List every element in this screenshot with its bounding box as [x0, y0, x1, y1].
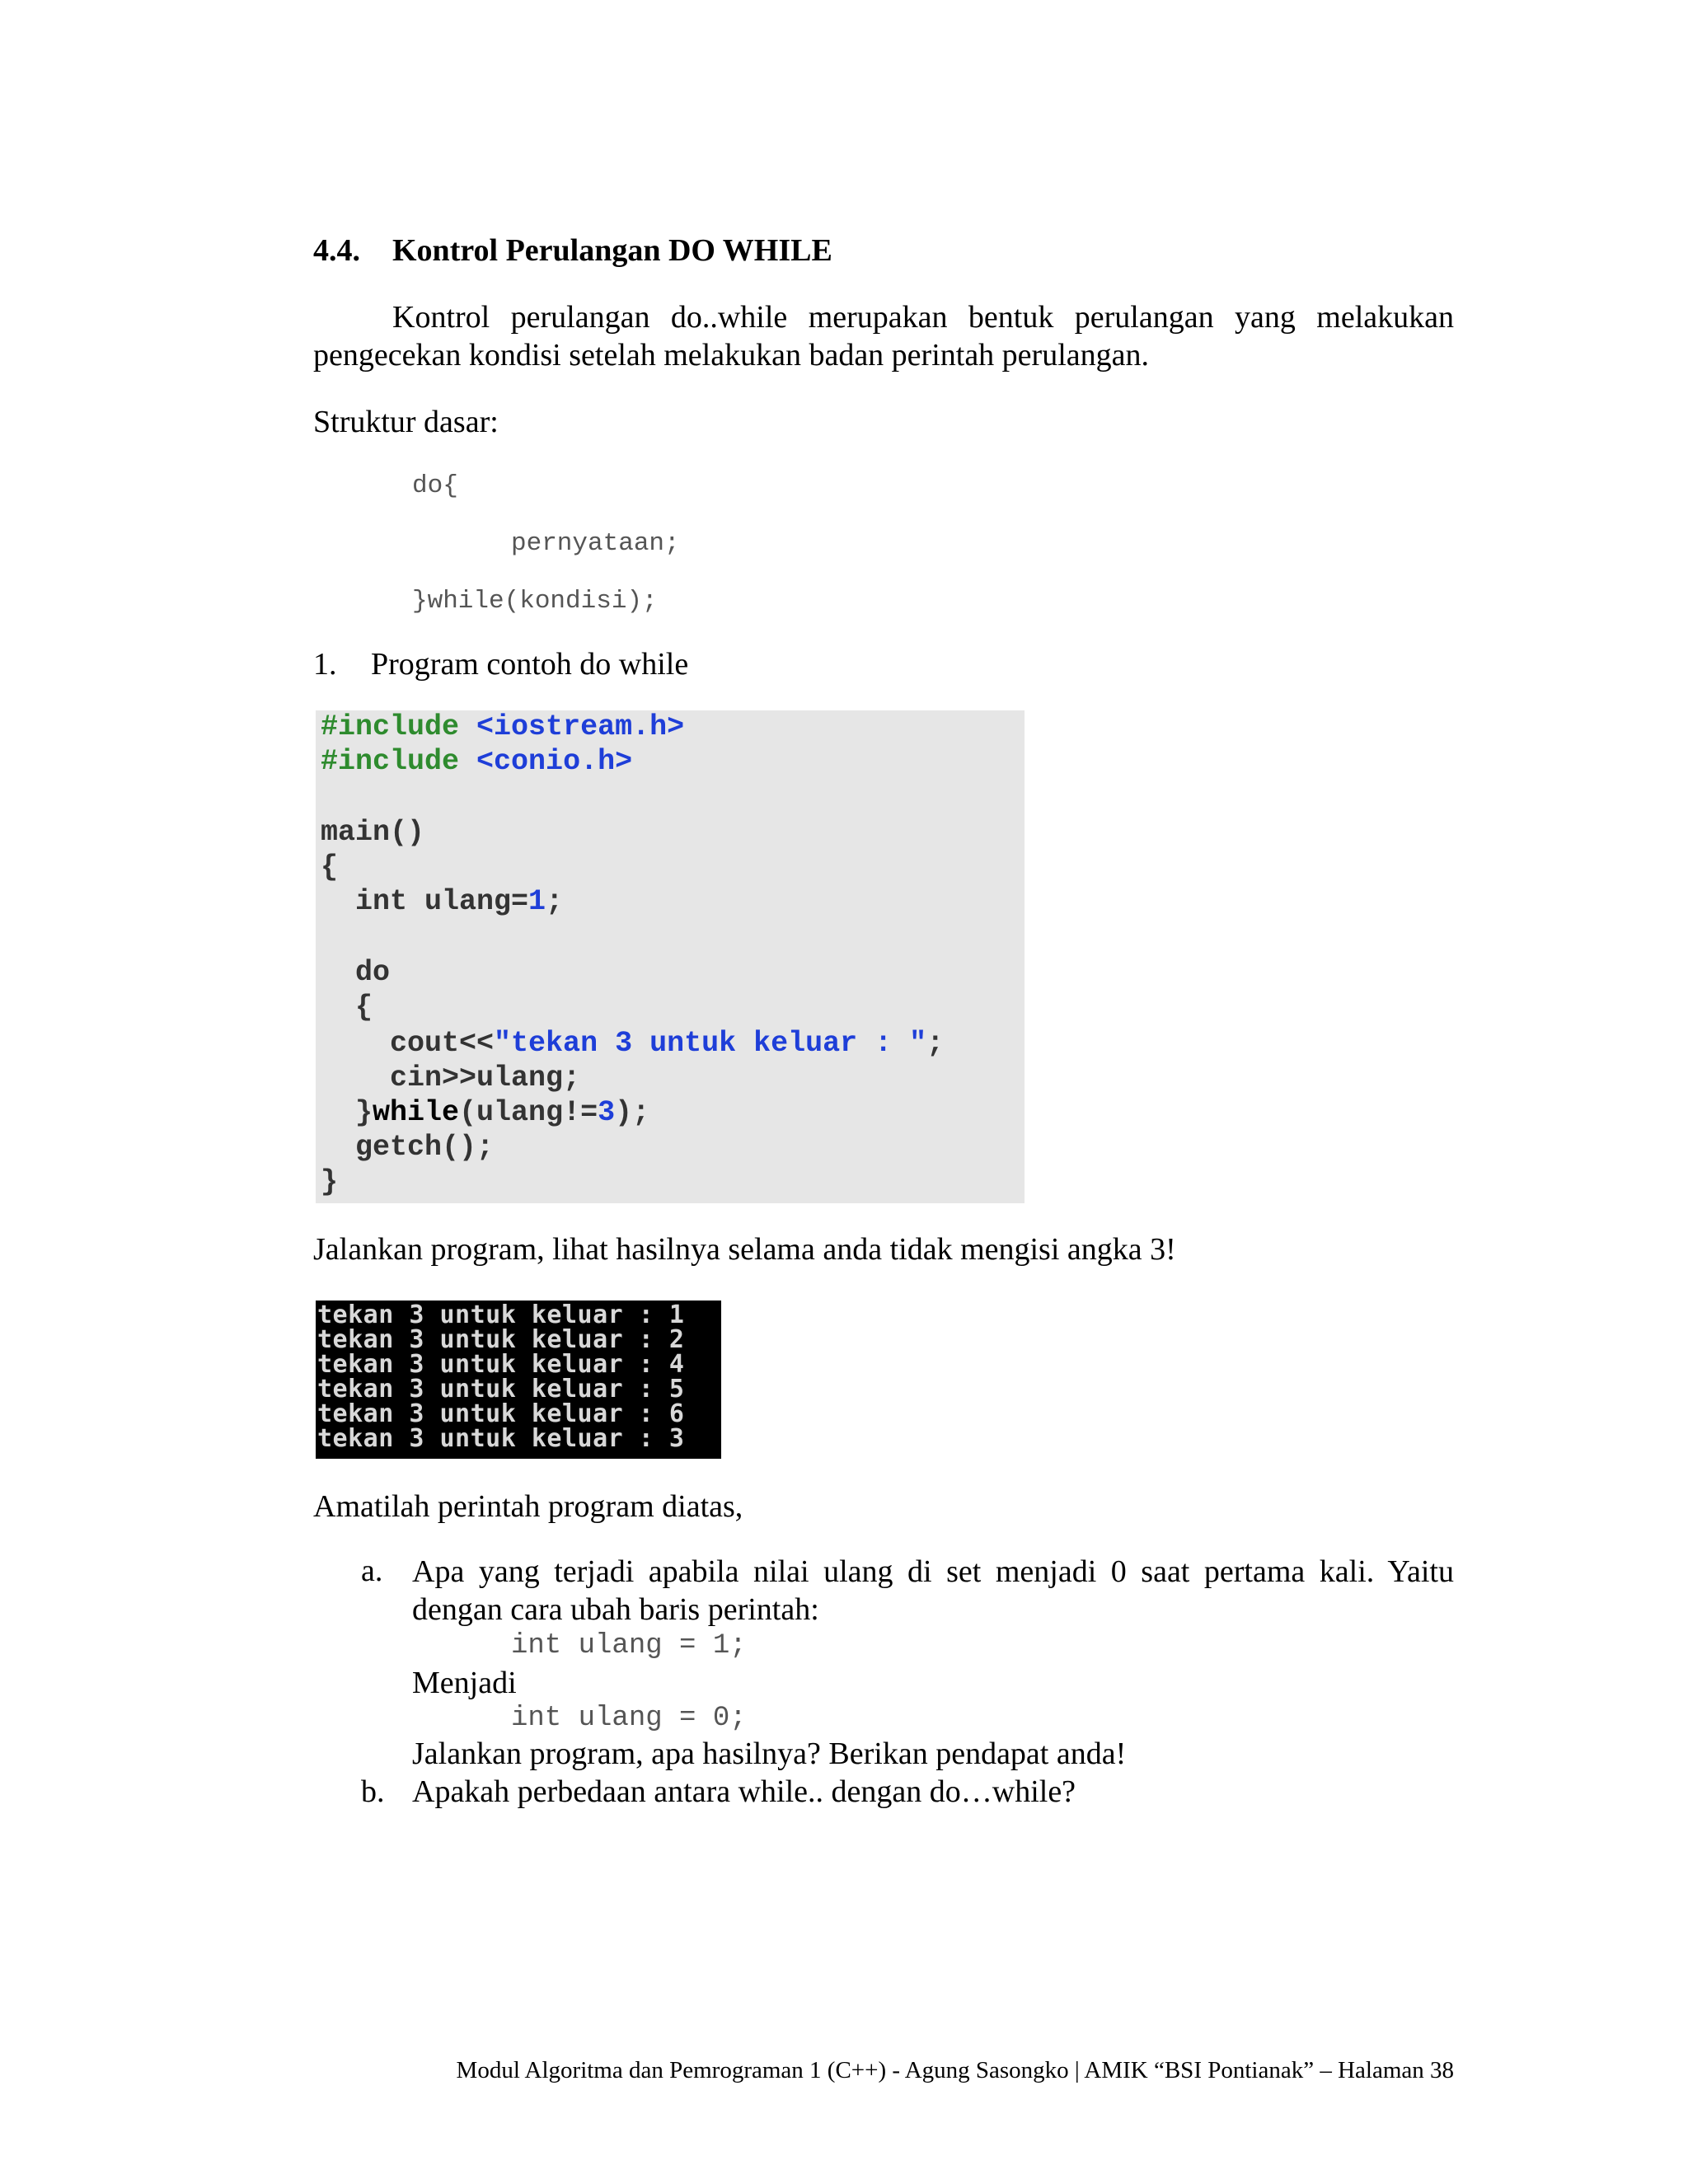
console-line: tekan 3 untuk keluar : 6	[317, 1399, 685, 1428]
question-b-label: b.	[361, 1774, 385, 1809]
code-line: {	[321, 991, 373, 1024]
code-line: main()	[321, 816, 425, 849]
console-line: tekan 3 untuk keluar : 5	[317, 1375, 685, 1404]
code-line: int ulang=1;	[321, 885, 564, 918]
code-line: cin>>ulang;	[321, 1062, 581, 1094]
structure-line: pernyataan;	[511, 529, 680, 558]
observe-text: Amatilah perintah program diatas,	[313, 1489, 743, 1524]
code-line: do	[321, 956, 391, 989]
console-line: tekan 3 untuk keluar : 3	[317, 1424, 685, 1453]
question-b-text: Apakah perbedaan antara while.. dengan do…while?	[412, 1774, 1076, 1809]
code-line: #include <iostream.h>	[321, 710, 685, 743]
question-a-label: a.	[361, 1554, 383, 1588]
example-title: Program contoh do while	[371, 647, 689, 682]
question-a-menjadi: Menjadi	[412, 1666, 517, 1700]
code-line: }while(ulang!=3);	[321, 1096, 650, 1129]
code-listing	[316, 710, 1025, 1203]
question-a-code-original: int ulang = 1;	[511, 1630, 747, 1661]
console-line: tekan 3 untuk keluar : 1	[317, 1301, 685, 1329]
structure-label: Struktur dasar:	[313, 405, 499, 439]
code-line: getch();	[321, 1131, 495, 1164]
example-number: 1.	[313, 647, 337, 682]
question-a-code-new: int ulang = 0;	[511, 1703, 747, 1734]
section-number: 4.4.	[313, 233, 360, 268]
question-a-text: Apa yang terjadi apabila nilai ulang di set menjadi 0 saat pertama kali. Yaitu dengan cara ubah baris perintah:	[412, 1554, 1454, 1627]
intro-text: Kontrol perulangan do..while merupakan bentuk perulangan yang melakukan pengecekan kondisi setelah melakukan badan perintah perulangan.	[313, 300, 1454, 373]
structure-line: }while(kondisi);	[412, 587, 658, 616]
structure-line: do{	[412, 471, 458, 500]
section-heading	[313, 232, 832, 269]
section-title: Kontrol Perulangan DO WHILE	[392, 233, 832, 268]
intro-paragraph	[313, 298, 1454, 374]
code-line: }	[321, 1165, 339, 1198]
code-line: cout<<"tekan 3 untuk keluar : ";	[321, 1027, 945, 1060]
run-instruction: Jalankan program, lihat hasilnya selama anda tidak mengisi angka 3!	[313, 1232, 1176, 1267]
console-line: tekan 3 untuk keluar : 4	[317, 1350, 685, 1379]
question-a-run: Jalankan program, apa hasilnya? Berikan pendapat anda!	[412, 1736, 1127, 1771]
console-output	[316, 1301, 721, 1459]
code-line: {	[321, 851, 339, 883]
console-line: tekan 3 untuk keluar : 2	[317, 1325, 685, 1354]
page-footer: Modul Algoritma dan Pemrograman 1 (C++) - Agung Sasongko | AMIK “BSI Pontianak” – Halaman 38	[456, 2057, 1454, 2083]
example-heading	[313, 646, 688, 682]
code-line: #include <conio.h>	[321, 745, 633, 778]
